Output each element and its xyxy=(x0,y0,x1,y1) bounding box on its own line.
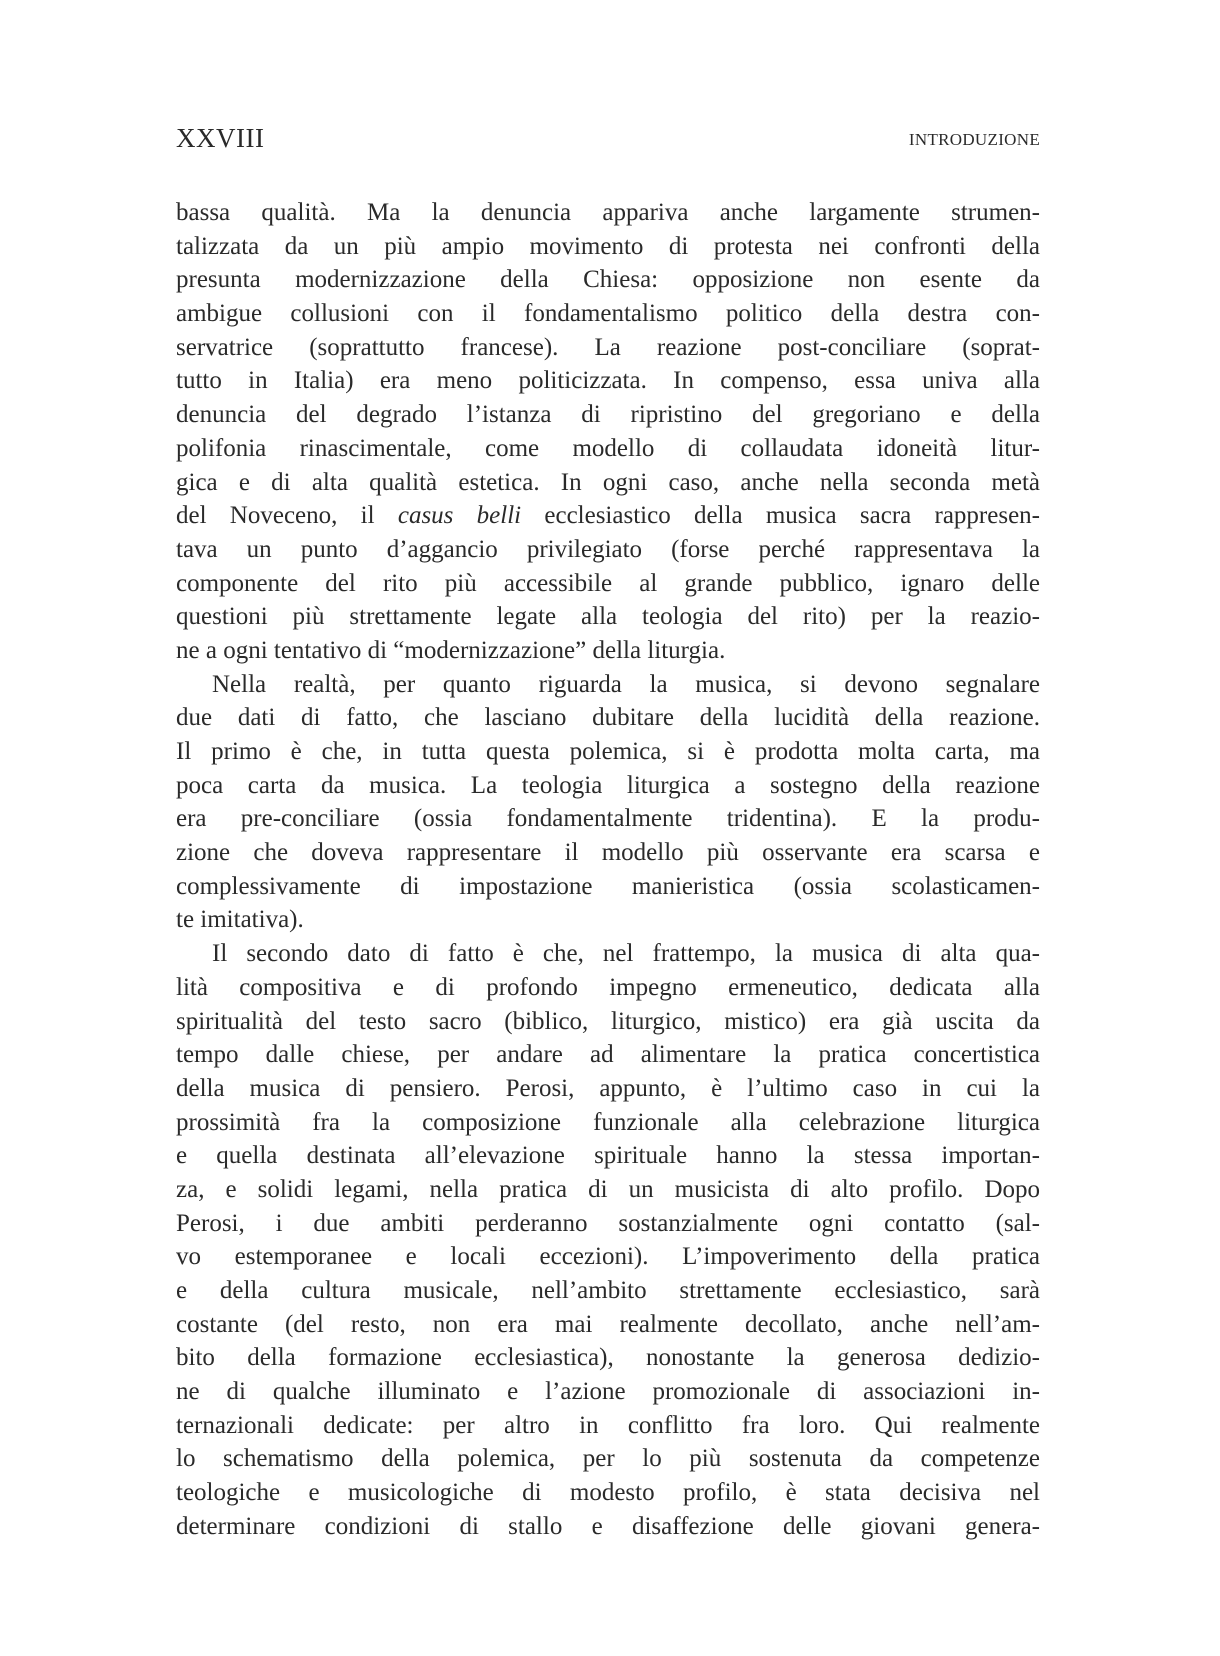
text-line: Il secondo dato di fatto è che, nel frattempo, la musica di alta qua- xyxy=(212,940,1040,968)
text-line: tutto in Italia) era meno politicizzata. In compenso, essa univa alla xyxy=(176,367,1040,395)
text-line: Perosi, i due ambiti perderanno sostanzialmente ogni contatto (sal- xyxy=(176,1209,1040,1237)
text-line: questioni più strettamente legate alla teologia del rito) per la reazio- xyxy=(176,603,1040,631)
text-line: del Noveceno, il casus belli ecclesiastico della musica sacra rappresen- xyxy=(176,502,1040,530)
text-line: ne a ogni tentativo di “modernizzazione” della liturgia. xyxy=(176,636,726,664)
paragraph xyxy=(176,937,1040,1543)
text-line: Nella realtà, per quanto riguarda la musica, si devono segnalare xyxy=(212,670,1040,698)
text-line: ternazionali dedicate: per altro in conflitto fra loro. Qui realmente xyxy=(176,1411,1040,1439)
italic-phrase: casus belli xyxy=(397,502,522,530)
text-line: talizzata da un più ampio movimento di protesta nei confronti della xyxy=(176,232,1040,260)
text-line: lità compositiva e di profondo impegno ermeneutico, dedicata alla xyxy=(176,973,1040,1001)
text-line: e quella destinata all’elevazione spirituale hanno la stessa importan- xyxy=(176,1142,1040,1170)
text-line: vo estemporanee e locali eccezioni). L’impoverimento della pratica xyxy=(176,1243,1040,1271)
text-line: denuncia del degrado l’istanza di ripristino del gregoriano e della xyxy=(176,401,1040,429)
running-head xyxy=(176,118,1040,158)
text-line: e della cultura musicale, nell’ambito strettamente ecclesiastico, sarà xyxy=(176,1277,1040,1304)
text-line: teologiche e musicologiche di modesto profilo, è stata decisiva nel xyxy=(176,1479,1040,1507)
text-line: za, e solidi legami, nella pratica di un musicista di alto profilo. Dopo xyxy=(176,1175,1040,1203)
text-line: due dati di fatto, che lasciano dubitare della lucidità della reazione. xyxy=(176,704,1040,732)
text-line: tava un punto d’aggancio privilegiato (forse perché rappresentava la xyxy=(176,535,1040,563)
text-line: bito della formazione ecclesiastica), nonostante la generosa dedizio- xyxy=(176,1344,1040,1372)
text-line: componente del rito più accessibile al grande pubblico, ignaro delle xyxy=(176,569,1040,597)
text-line: complessivamente di impostazione manieristica (ossia scolasticamen- xyxy=(176,872,1040,900)
text-line: servatrice (soprattutto francese). La reazione post-conciliare (soprat- xyxy=(176,333,1040,361)
text-line: ne di qualche illuminato e l’azione promozionale di associazioni in- xyxy=(176,1378,1040,1406)
paragraph xyxy=(176,196,1040,668)
page-number: XXVIII xyxy=(176,123,265,153)
text-line: determinare condizioni di stallo e disaffezione delle giovani genera- xyxy=(176,1512,1040,1540)
text-line: polifonia rinascimentale, come modello di collaudata idoneità litur- xyxy=(176,434,1040,462)
text-line: poca carta da musica. La teologia liturgica a sostegno della reazione xyxy=(176,771,1040,799)
text-line: spiritualità del testo sacro (biblico, liturgico, mistico) era già uscita da xyxy=(176,1007,1040,1035)
text-line: era pre-conciliare (ossia fondamentalmente tridentina). E la produ- xyxy=(176,805,1040,833)
text-line: gica e di alta qualità estetica. In ogni caso, anche nella seconda metà xyxy=(176,468,1040,496)
text-line: Il primo è che, in tutta questa polemica, si è prodotta molta carta, ma xyxy=(176,738,1040,765)
text-line: zione che doveva rappresentare il modello più osservante era scarsa e xyxy=(176,839,1040,867)
text-line: te imitativa). xyxy=(176,906,304,934)
text-line: della musica di pensiero. Perosi, appunto, è l’ultimo caso in cui la xyxy=(176,1074,1040,1102)
paragraph xyxy=(176,668,1040,938)
text-line: costante (del resto, non era mai realmente decollato, anche nell’am- xyxy=(176,1310,1040,1338)
text-line: prossimità fra la composizione funzionale alla celebrazione liturgica xyxy=(176,1108,1040,1136)
text-line: lo schematismo della polemica, per lo più sostenuta da competenze xyxy=(176,1445,1040,1473)
text-line: bassa qualità. Ma la denuncia appariva anche largamente strumen- xyxy=(176,199,1040,226)
body-text xyxy=(176,196,1040,1544)
text-line: ambigue collusioni con il fondamentalismo politico della destra con- xyxy=(176,300,1040,328)
text-line: presunta modernizzazione della Chiesa: opposizione non esente da xyxy=(176,266,1040,294)
running-title: INTRODUZIONE xyxy=(908,130,1040,149)
text-line: tempo dalle chiese, per andare ad alimentare la pratica concertistica xyxy=(176,1041,1040,1069)
